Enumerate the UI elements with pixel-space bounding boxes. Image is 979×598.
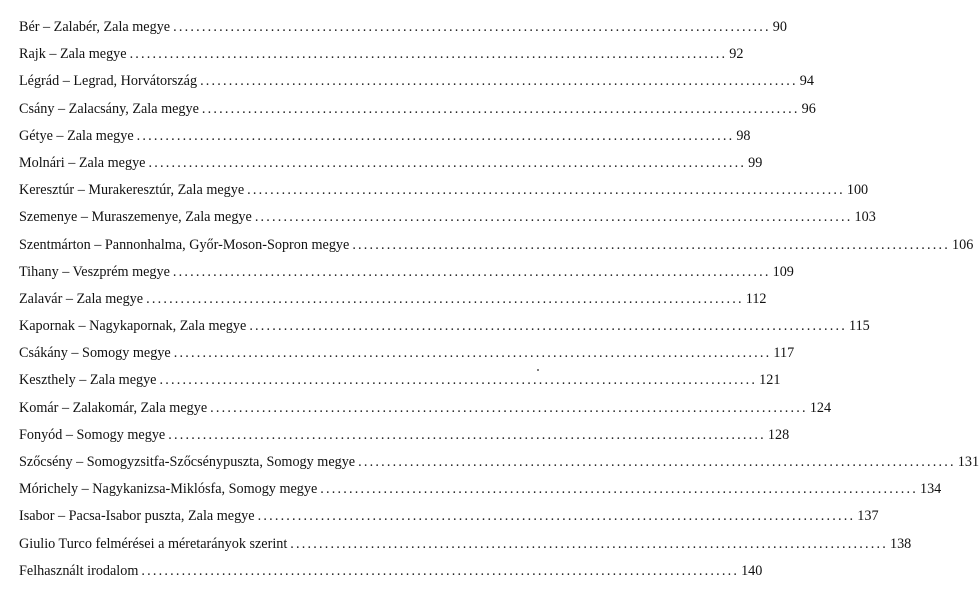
- toc-entry-page: 117: [773, 345, 795, 362]
- toc-entry-page: 121: [759, 372, 781, 389]
- toc-entry: [19, 449, 979, 476]
- dot-leader: ........................................................................................................: [148, 154, 747, 171]
- dot-leader: ........................................................................................................: [358, 454, 956, 470]
- dot-leader: ........................................................................................................: [173, 345, 772, 362]
- toc-entry-title: Tihany – Veszprém megye: [19, 263, 170, 280]
- toc-entry-page: 138: [889, 535, 912, 552]
- toc-entry-title: Kapornak – Nagykapornak, Zala megye: [19, 318, 247, 335]
- toc-entry: [19, 41, 744, 68]
- toc-entry: [19, 96, 816, 123]
- dot-leader: ........................................................................................................: [136, 127, 735, 144]
- toc-entry-page: 128: [767, 426, 790, 443]
- dot-leader: ........................................................................................................: [352, 236, 950, 253]
- table-of-contents: [19, 14, 979, 585]
- toc-entry: [19, 14, 787, 41]
- toc-entry-title: Felhasznált irodalom: [19, 562, 139, 579]
- toc-entry: [19, 313, 870, 340]
- toc-entry: [19, 422, 790, 449]
- toc-entry: [19, 123, 751, 150]
- toc-entry-title: Szemenye – Muraszemenye, Zala megye: [19, 209, 252, 226]
- toc-entry-page: 98: [736, 127, 751, 144]
- toc-entry-page: 92: [729, 46, 744, 63]
- dot-leader: ........................................................................................................: [146, 290, 744, 307]
- toc-entry-page: 106: [952, 236, 974, 253]
- toc-entry-page: 131: [957, 454, 979, 470]
- toc-entry-page: 100: [846, 182, 869, 199]
- toc-entry-title: Fonyód – Somogy megye: [19, 426, 166, 443]
- toc-entry: [19, 531, 912, 558]
- toc-entry: [19, 204, 876, 231]
- toc-entry-page: 90: [772, 19, 787, 35]
- dot-leader: ........................................................................................................: [247, 182, 845, 199]
- toc-entry-page: 94: [799, 73, 814, 90]
- dot-leader: ........................................................................................................: [172, 263, 771, 280]
- toc-entry: [19, 177, 869, 204]
- toc-entry: [19, 150, 763, 177]
- toc-entry-title: Csákány – Somogy megye: [19, 345, 171, 362]
- toc-entry-page: 112: [745, 290, 767, 307]
- toc-entry: [19, 367, 781, 394]
- dot-leader: ........................................................................................................: [200, 73, 798, 90]
- toc-entry: [19, 503, 879, 530]
- toc-entry-page: 140: [741, 562, 763, 579]
- scan-speck: [537, 369, 539, 371]
- toc-entry-page: 109: [772, 263, 794, 280]
- toc-entry: [19, 476, 942, 503]
- toc-entry-title: Szentmárton – Pannonhalma, Győr-Moson-Sopron megye: [19, 236, 350, 253]
- dot-leader: ........................................................................................................: [254, 209, 853, 226]
- toc-entry: [19, 395, 832, 422]
- dot-leader: ........................................................................................................: [257, 508, 856, 525]
- dot-leader: ........................................................................................................: [249, 318, 847, 335]
- toc-entry-title: Giulio Turco felmérései a méretarányok szerint: [19, 535, 288, 552]
- toc-entry: [19, 68, 814, 95]
- toc-entry-title: Rajk – Zala megye: [19, 46, 127, 63]
- toc-entry-page: 103: [854, 209, 876, 226]
- dot-leader: ........................................................................................................: [141, 562, 740, 579]
- toc-entry-page: 134: [919, 481, 942, 498]
- toc-entry-title: Keszthely – Zala megye: [19, 372, 157, 389]
- toc-entry-title: Csány – Zalacsány, Zala megye: [19, 100, 199, 117]
- toc-entry-title: Gétye – Zala megye: [19, 127, 134, 144]
- toc-entry-page: 96: [801, 100, 816, 117]
- toc-entry-title: Isabor – Pacsa-Isabor puszta, Zala megye: [19, 508, 255, 525]
- dot-leader: ........................................................................................................: [201, 100, 800, 117]
- toc-entry-title: Szőcsény – Somogyzsitfa-Szőcsénypuszta, Somogy megye: [19, 454, 356, 470]
- dot-leader: ........................................................................................................: [320, 481, 918, 498]
- toc-entry-title: Keresztúr – Murakeresztúr, Zala megye: [19, 182, 245, 199]
- toc-entry-page: 99: [748, 154, 763, 171]
- toc-entry: [19, 259, 794, 286]
- toc-entry-title: Mórichely – Nagykanizsa-Miklósfa, Somogy megye: [19, 481, 318, 498]
- dot-leader: ........................................................................................................: [129, 46, 728, 63]
- dot-leader: ........................................................................................................: [173, 19, 771, 35]
- dot-leader: ........................................................................................................: [159, 372, 758, 389]
- toc-entry-title: Molnári – Zala megye: [19, 154, 146, 171]
- toc-entry-page: 124: [809, 399, 832, 416]
- toc-entry-page: 115: [849, 318, 870, 335]
- toc-entry: [19, 286, 767, 313]
- toc-entry-page: 137: [857, 508, 879, 525]
- toc-entry-title: Légrád – Legrad, Horvátország: [19, 73, 198, 90]
- toc-entry-title: Bér – Zalabér, Zala megye: [19, 19, 171, 35]
- toc-entry-title: Komár – Zalakomár, Zala megye: [19, 399, 208, 416]
- toc-entry: [19, 558, 763, 585]
- toc-entry: [19, 232, 974, 259]
- toc-entry-title: Zalavár – Zala megye: [19, 290, 144, 307]
- dot-leader: ........................................................................................................: [168, 426, 766, 443]
- toc-entry: [19, 340, 795, 367]
- dot-leader: ........................................................................................................: [210, 399, 808, 416]
- dot-leader: ........................................................................................................: [290, 535, 888, 552]
